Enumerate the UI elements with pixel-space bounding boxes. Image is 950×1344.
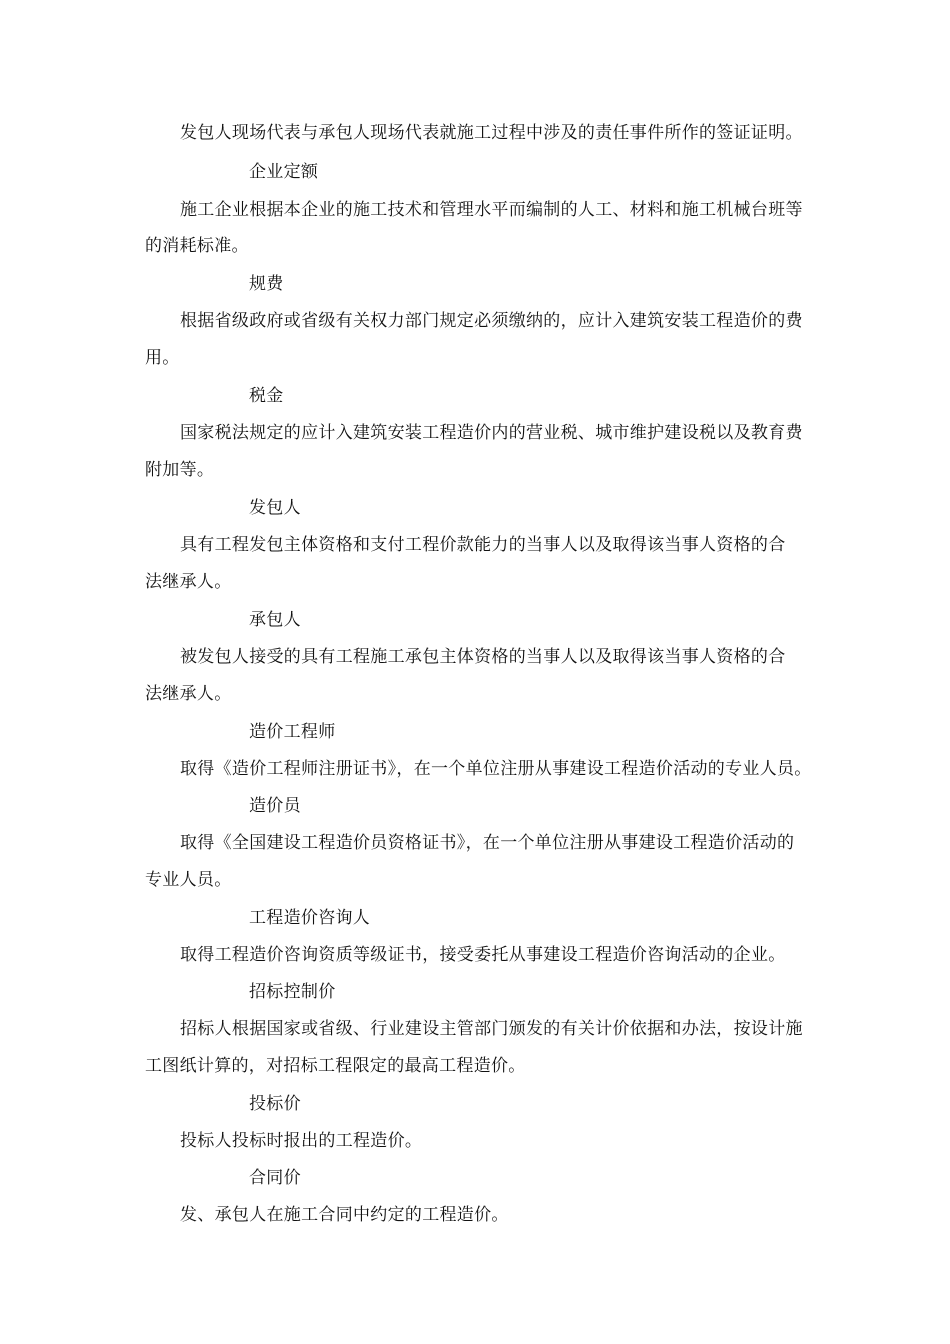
paragraph-line: 国家税法规定的应计入建筑安装工程造价内的营业税、城市维护建设税以及教育费 xyxy=(180,423,803,443)
term-heading: 税金 xyxy=(249,386,284,406)
term-heading: 工程造价咨询人 xyxy=(249,908,371,928)
paragraph-line: 投标人投标时报出的工程造价。 xyxy=(180,1131,423,1151)
paragraph-line: 用。 xyxy=(145,348,180,368)
paragraph-line: 取得工程造价咨询资质等级证书，接受委托从事建设工程造价咨询活动的企业。 xyxy=(180,945,786,965)
term-heading: 招标控制价 xyxy=(249,982,336,1002)
paragraph-line: 取得《造价工程师注册证书》，在一个单位注册从事建设工程造价活动的专业人员。 xyxy=(180,759,812,779)
term-heading: 承包人 xyxy=(249,610,301,630)
paragraph-line: 附加等。 xyxy=(145,460,215,480)
paragraph-line: 专业人员。 xyxy=(145,870,232,890)
term-heading: 投标价 xyxy=(249,1094,301,1114)
term-heading: 发包人 xyxy=(249,498,301,518)
paragraph-line: 具有工程发包主体资格和支付工程价款能力的当事人以及取得该当事人资格的合 xyxy=(180,535,786,555)
paragraph-line: 发、承包人在施工合同中约定的工程造价。 xyxy=(180,1205,509,1225)
term-heading: 造价工程师 xyxy=(249,722,336,742)
paragraph-line: 取得《全国建设工程造价员资格证书》，在一个单位注册从事建设工程造价活动的 xyxy=(180,833,795,853)
term-heading: 企业定额 xyxy=(249,162,319,182)
paragraph-line: 法继承人。 xyxy=(145,572,232,592)
paragraph-line: 发包人现场代表与承包人现场代表就施工过程中涉及的责任事件所作的签证证明。 xyxy=(180,123,803,143)
term-heading: 合同价 xyxy=(249,1168,301,1188)
paragraph-line: 工图纸计算的，对招标工程限定的最高工程造价。 xyxy=(145,1056,526,1076)
paragraph-line: 被发包人接受的具有工程施工承包主体资格的当事人以及取得该当事人资格的合 xyxy=(180,647,786,667)
paragraph-line: 的消耗标准。 xyxy=(145,236,249,256)
term-heading: 造价员 xyxy=(249,796,301,816)
term-heading: 规费 xyxy=(249,274,284,294)
paragraph-line: 法继承人。 xyxy=(145,684,232,704)
paragraph-line: 招标人根据国家或省级、行业建设主管部门颁发的有关计价依据和办法，按设计施 xyxy=(180,1019,803,1039)
paragraph-line: 施工企业根据本企业的施工技术和管理水平而编制的人工、材料和施工机械台班等 xyxy=(180,200,803,220)
paragraph-line: 根据省级政府或省级有关权力部门规定必须缴纳的，应计入建筑安装工程造价的费 xyxy=(180,311,803,331)
